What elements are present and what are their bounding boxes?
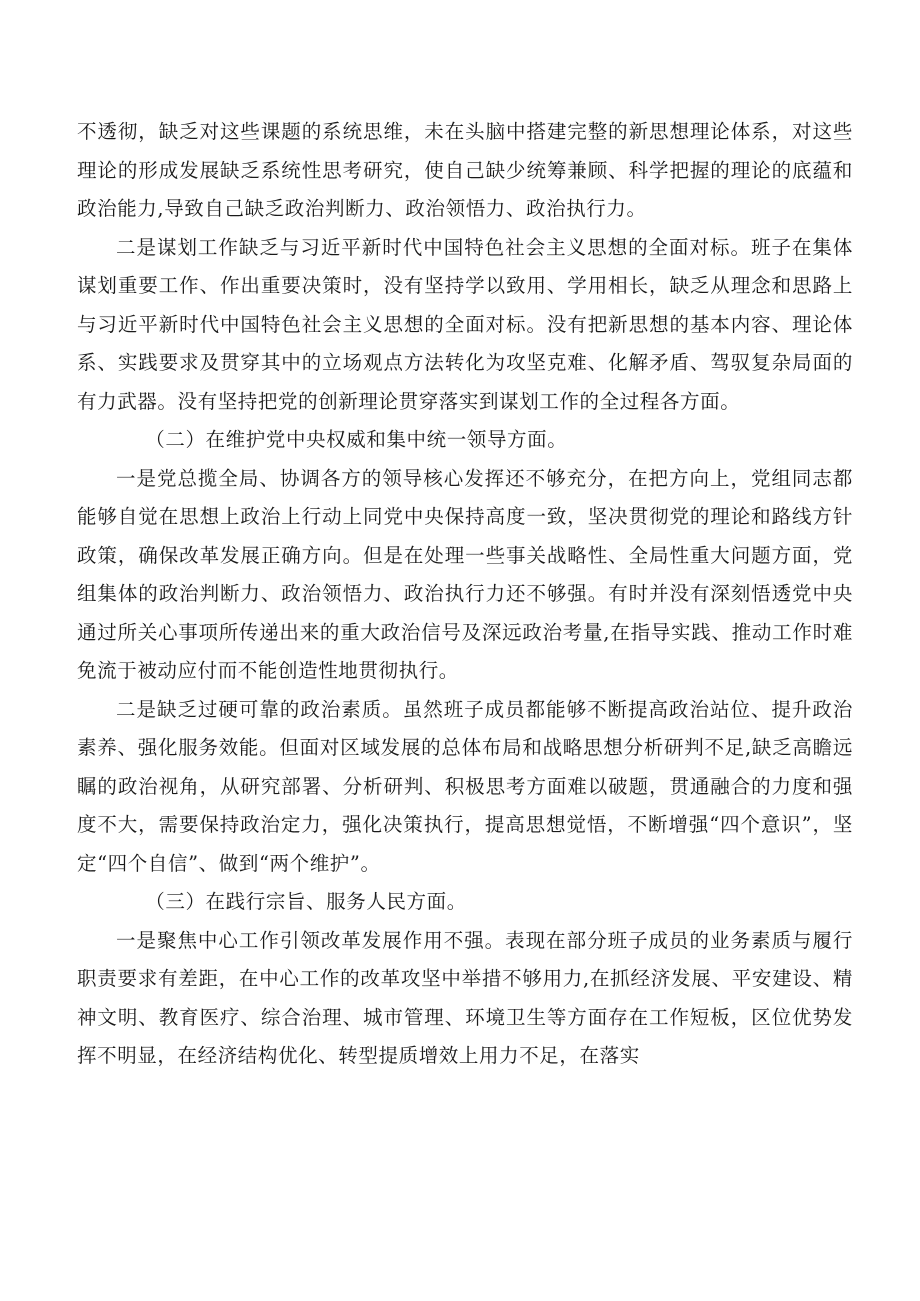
paragraph-planning-work: 二是谋划工作缺乏与习近平新时代中国特色社会主义思想的全面对标。班子在集体谋划重要工作、作出重要决策时，没有坚持学以致用、学用相长，缺乏从理念和思路上与习近平新时代中国特色社会主义思想的全面对标。没有把新思想的基本内容、理论体系、实践要求及贯穿其中的立场观点方法转化为攻坚克难、化解矛盾、驾驭复杂局面的有力武器。没有坚持把党的创新理论贯穿落实到谋划工作的全过程各方面。 xyxy=(77,235,853,413)
paragraph-central-work: 一是聚焦中心工作引领改革发展作用不强。表现在部分班子成员的业务素质与履行职责要求有差距，在中心工作的改革攻坚中举措不够用力,在抓经济发展、平安建设、精神文明、教育医疗、综合治理、城市管理、环境卫生等方面存在工作短板，区位优势发挥不明显，在经济结构优化、转型提质增效上用力不足，在落实 xyxy=(77,928,853,1067)
document-body xyxy=(77,113,853,1076)
paragraph-leadership-core: 一是党总揽全局、协调各方的领导核心发挥还不够充分，在把方向上，党组同志都能够自觉在思想上政治上行动上同党中央保持高度一致，坚决贯彻党的理论和路线方针政策，确保改革发展正确方向。但是在处理一些事关战略性、全局性重大问题方面，党组集体的政治判断力、政治领悟力、政治执行力还不够强。有时并没有深刻悟透党中央通过所关心事项所传递出来的重大政治信号及深远政治考量,在指导实践、推动工作时难免流于被动应付而不能创造性地贯彻执行。 xyxy=(77,466,853,682)
paragraph-continuation: 不透彻，缺乏对这些课题的系统思维，未在头脑中搭建完整的新思想理论体系，对这些理论的形成发展缺乏系统性思考研究，使自己缺少统筹兼顾、科学把握的理论的底蕴和政治能力,导致自己缺乏政治判断力、政治领悟力、政治执行力。 xyxy=(77,120,853,220)
paragraph-political-quality: 二是缺乏过硬可靠的政治素质。虽然班子成员都能够不断提高政治站位、提升政治素养、强化服务效能。但面对区域发展的总体布局和战略思想分析研判不足,缺乏高瞻远瞩的政治视角，从研究部署、分析研判、积极思考方面难以破题，贯通融合的力度和强度不大，需要保持政治定力，强化决策执行，提高思想觉悟，不断增强“四个意识”，坚定“四个自信”、做到“两个维护”。 xyxy=(77,697,853,875)
section-heading-2: （二）在维护党中央权威和集中统一领导方面。 xyxy=(145,428,568,451)
section-heading-3: （三）在践行宗旨、服务人民方面。 xyxy=(145,890,467,913)
